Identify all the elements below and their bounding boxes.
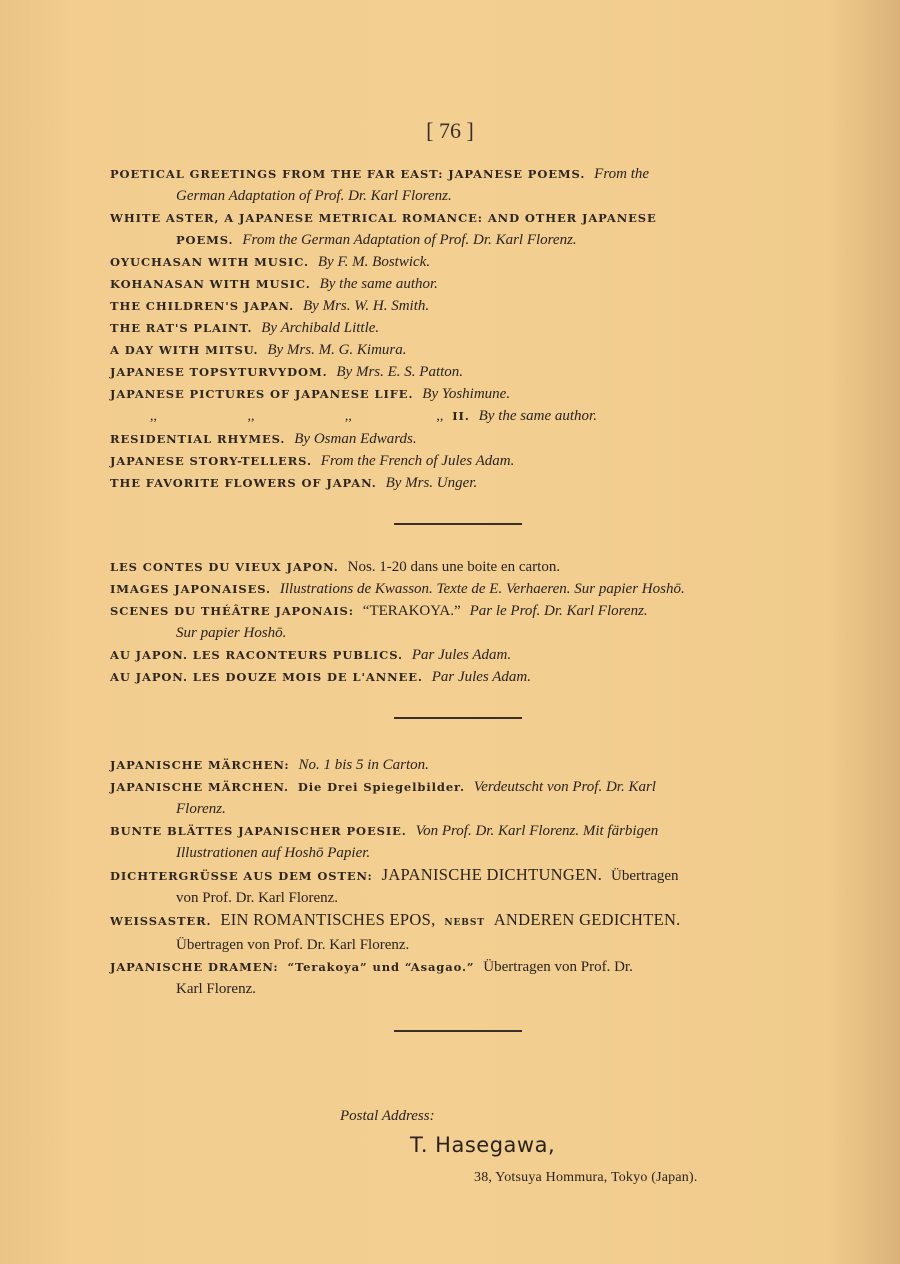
book-subtitle-continued: ANDEREN GEDICHTEN. (493, 910, 681, 929)
book-conjunction: NEBST (444, 918, 485, 928)
book-title: IMAGES JAPONAISES. (110, 582, 271, 596)
book-title: THE CHILDREN'S JAPAN. (110, 299, 295, 313)
book-subtitle: EIN ROMANTISCHES EPOS, (220, 910, 436, 929)
book-title: BUNTE BLÄTTES JAPANISCHER POESIE. (110, 824, 407, 838)
list-item (110, 207, 810, 251)
list-item (110, 754, 810, 776)
book-note-continued: Florenz. (176, 801, 226, 817)
book-note: Par Jules Adam. (411, 647, 512, 663)
book-note: By Mrs. Unger. (385, 475, 478, 491)
list-item (110, 820, 810, 864)
list-item (110, 317, 810, 339)
list-item (110, 339, 810, 361)
book-title: AU JAPON. LES DOUZE MOIS DE L'ANNEE. (110, 670, 423, 684)
ditto-mark: ,, (344, 409, 352, 424)
ditto-mark: ,, (150, 409, 157, 424)
book-note: By Archibald Little. (261, 320, 380, 336)
book-title: OYUCHASAN WITH MUSIC. (110, 255, 309, 269)
french-books-list (110, 556, 810, 688)
postal-label: Postal Address: (340, 1108, 435, 1124)
ditto-mark: ,, (247, 409, 255, 424)
section-divider (394, 717, 522, 719)
list-item (110, 361, 810, 383)
book-note: Nos. 1-20 dans une boite en carton. (347, 559, 561, 575)
book-title: WHITE ASTER, A JAPANESE METRICAL ROMANCE: AND OTHER JAPANESE (110, 211, 657, 225)
book-note: From the French of Jules Adam. (320, 453, 515, 469)
section-divider (394, 1030, 522, 1032)
book-note: By Osman Edwards. (294, 431, 417, 447)
list-item (110, 472, 810, 494)
book-title: II. (452, 409, 470, 423)
list-item (110, 405, 810, 428)
book-title-continued: POEMS. (176, 233, 234, 247)
book-note-continued: German Adaptation of Prof. Dr. Karl Florenz. (176, 188, 452, 204)
book-title: JAPANESE PICTURES OF JAPANESE LIFE. (110, 387, 414, 401)
list-item (110, 578, 810, 600)
book-title: A DAY WITH MITSU. (110, 343, 259, 357)
book-title: WEISSASTER. (110, 914, 212, 928)
list-item (110, 450, 810, 472)
book-note: Von Prof. Dr. Karl Florenz. Mit färbigen (415, 823, 659, 839)
book-title: SCENES DU THÉÂTRE JAPONAIS: (110, 604, 354, 618)
english-books-list (110, 163, 810, 494)
book-note: By the same author. (319, 276, 438, 292)
list-item (110, 644, 810, 666)
book-subtitle: JAPANISCHE DICHTUNGEN. (381, 865, 603, 884)
book-note: By Mrs. E. S. Patton. (336, 364, 464, 380)
book-note: Illustrations de Kwasson. Texte de E. Verhaeren. Sur papier Hoshō. (279, 581, 685, 597)
publisher-name: T. Hasegawa, (410, 1133, 556, 1157)
page-number: [ 76 ] (426, 118, 474, 143)
book-subtitle: Die Drei Spiegelbilder. (297, 780, 465, 794)
book-note: By Mrs. M. G. Kimura. (267, 342, 407, 358)
publisher-address: 38, Yotsuya Hommura, Tokyo (Japan). (474, 1170, 698, 1185)
book-subtitle: “Terakoya” und “Asagao.” (287, 960, 475, 974)
list-item (110, 273, 810, 295)
book-title: JAPANESE STORY-TELLERS. (110, 454, 312, 468)
book-note: By Mrs. W. H. Smith. (303, 298, 430, 314)
book-title: KOHANASAN WITH MUSIC. (110, 277, 311, 291)
list-item (110, 956, 810, 1000)
book-note: Verdeutscht von Prof. Dr. Karl (473, 779, 656, 795)
list-item (110, 428, 810, 450)
list-item (110, 600, 810, 644)
book-note-continued: From the German Adaptation of Prof. Dr. Karl Florenz. (242, 232, 577, 248)
section-divider (394, 523, 522, 525)
book-title: THE FAVORITE FLOWERS OF JAPAN. (110, 476, 377, 490)
book-note-continued: Karl Florenz. (176, 981, 256, 997)
book-title: THE RAT'S PLAINT. (110, 321, 253, 335)
list-item (110, 163, 810, 207)
book-note: By the same author. (478, 408, 597, 424)
book-note: Übertragen von Prof. Dr. (483, 959, 633, 975)
book-title: LES CONTES DU VIEUX JAPON. (110, 560, 339, 574)
book-title: DICHTERGRÜSSE AUS DEM OSTEN: (110, 869, 373, 883)
list-item (110, 251, 810, 273)
book-title: AU JAPON. LES RACONTEURS PUBLICS. (110, 648, 403, 662)
book-subtitle: “TERAKOYA.” (362, 603, 461, 619)
book-note: Par Jules Adam. (431, 669, 531, 685)
list-item (110, 909, 810, 956)
list-item (110, 295, 810, 317)
book-note-continued: von Prof. Dr. Karl Florenz. (176, 890, 339, 906)
list-item (110, 556, 810, 578)
book-note: By Yoshimune. (422, 386, 511, 402)
book-note-continued: Sur papier Hoshō. (176, 625, 287, 641)
list-item (110, 864, 810, 909)
book-note: Par le Prof. Dr. Karl Florenz. (469, 603, 648, 619)
book-title: JAPANISCHE DRAMEN: (110, 960, 279, 974)
book-title: RESIDENTIAL RHYMES. (110, 432, 286, 446)
book-note: Übertragen (611, 868, 679, 884)
ditto-mark: ,, (436, 409, 444, 424)
book-note: By F. M. Bostwick. (317, 254, 431, 270)
list-item (110, 383, 810, 405)
list-item (110, 776, 810, 820)
book-title: JAPANESE TOPSYTURVYDOM. (110, 365, 328, 379)
book-title: POETICAL GREETINGS FROM THE FAR EAST: JAPANESE POEMS. (110, 167, 586, 181)
book-note: No. 1 bis 5 in Carton. (298, 757, 429, 773)
german-books-list (110, 754, 810, 1000)
book-note-continued: Übertragen von Prof. Dr. Karl Florenz. (176, 937, 410, 953)
book-title: JAPANISCHE MÄRCHEN: (110, 758, 290, 772)
book-note-continued: Illustrationen auf Hoshō Papier. (176, 845, 371, 861)
book-note: From the (594, 166, 650, 182)
list-item (110, 666, 810, 688)
book-title: JAPANISCHE MÄRCHEN. (110, 780, 289, 794)
